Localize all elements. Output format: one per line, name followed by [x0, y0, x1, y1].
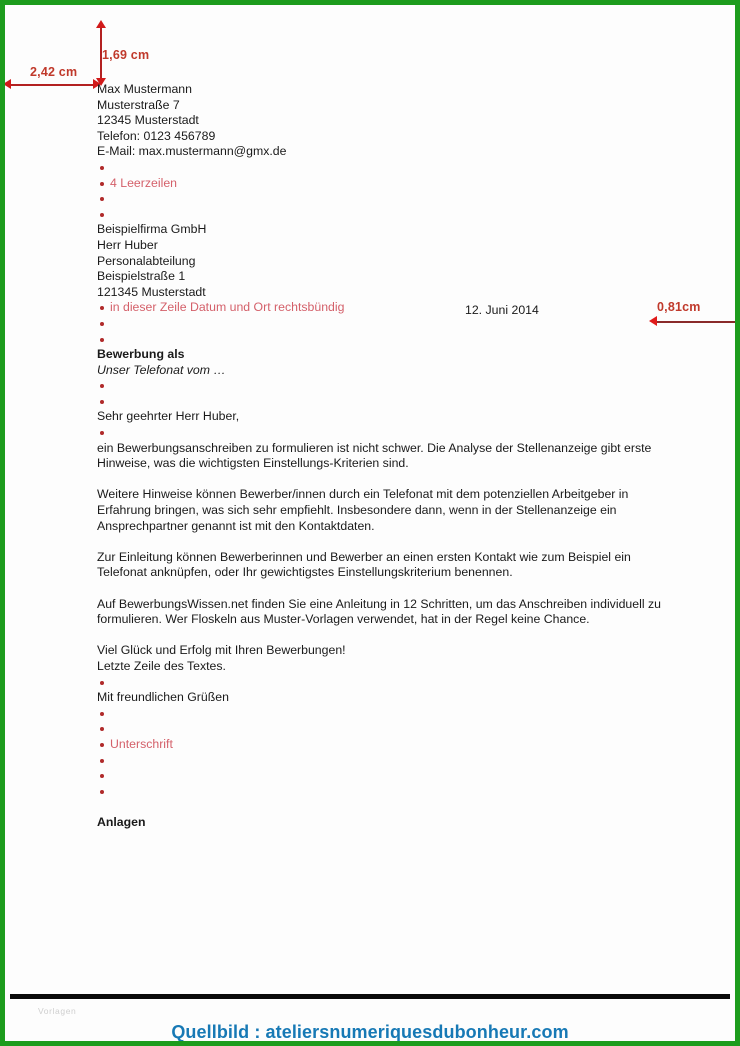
recipient-line: Beispielstraße 1: [97, 269, 186, 284]
left-margin-arrow-icon: [11, 84, 93, 86]
letter-greeting: Mit freundlichen Grüßen: [97, 690, 229, 705]
recipient-block: [97, 222, 677, 300]
paragraph-mark-row: [97, 675, 677, 691]
paragraph-mark-row: [97, 425, 677, 441]
paragraph-mark-icon: [100, 213, 104, 217]
paragraph-mark-row: [97, 378, 677, 394]
paragraph-mark-icon: [100, 431, 104, 435]
letter-paragraph: ein Bewerbungsanschreiben zu formulieren ist nicht schwer. Die Analyse der Stellenanzeige gibt erste Hinweise, was die wichtigsten Einstellungs-Kriterien sind.: [97, 440, 652, 471]
letter-reference: Unser Telefonat vom …: [97, 362, 226, 377]
letter-paragraph: Weitere Hinweise können Bewerber/innen durch ein Telefonat mit dem potenziellen Arbeitgeber in Erfahrung bringen, was sich sehr empfiehlt. Insbesondere dann, wenn in der Stellenanzeige ein Ansprechpartner genannt ist mit den Kontaktdaten.: [97, 487, 629, 533]
sender-line: Max Mustermann: [97, 82, 192, 96]
top-margin-label: 1,69 cm: [102, 48, 150, 62]
sender-line: 12345 Musterstadt: [97, 113, 199, 128]
date-note: in dieser Zeile Datum und Ort rechtsbündig: [110, 300, 345, 315]
footer-watermark: Vorlagen: [38, 1006, 77, 1016]
right-margin-label: 0,81cm: [657, 300, 701, 314]
paragraph-mark-row: [97, 160, 677, 176]
date-note-row: [97, 300, 677, 316]
paragraph-mark-row: [97, 394, 677, 410]
paragraph-mark-icon: [100, 322, 104, 326]
letter-subject: Bewerbung als: [97, 347, 185, 362]
paragraph-mark-row: [97, 753, 677, 769]
paragraph-mark-row: [97, 316, 677, 332]
paragraph-mark-icon: [100, 384, 104, 388]
paragraph-mark-icon: [100, 166, 104, 170]
recipient-line: Personalabteilung: [97, 253, 196, 268]
paragraph-mark-icon: [100, 306, 104, 310]
paragraph-mark-icon: [100, 759, 104, 763]
letter-paragraph: Zur Einleitung können Bewerberinnen und Bewerber an einen ersten Kontakt wie zum Beispiel ein Telefonat anknüpfen, oder Ihr gewichtigstes Einstellungskriterium benennen.: [97, 549, 631, 580]
paragraph-mark-row: [97, 784, 677, 800]
letter-attachments: Anlagen: [97, 814, 146, 829]
letter-closing-line: Viel Glück und Erfolg mit Ihren Bewerbungen!: [97, 643, 346, 658]
letter-salutation: Sehr geehrter Herr Huber,: [97, 409, 240, 424]
paragraph-mark-icon: [100, 197, 104, 201]
blank-lines-note-row: [97, 176, 677, 192]
recipient-line: 121345 Musterstadt: [97, 284, 206, 299]
blank-lines-note: 4 Leerzeilen: [110, 175, 177, 190]
paragraph-mark-icon: [100, 400, 104, 404]
paragraph-mark-icon: [100, 743, 104, 747]
sender-line: Telefon: 0123 456789: [97, 128, 216, 143]
letter-body: [97, 82, 677, 831]
letter-paragraph: Auf BewerbungsWissen.net finden Sie eine Anleitung in 12 Schritten, um das Anschreiben individuell zu formulieren. Wer Floskeln aus Muster-Vorlagen verwendet, hat in der Regel keine Chance.: [97, 596, 661, 627]
source-caption: Quellbild : ateliersnumeriquesdubonheur.com: [171, 1022, 569, 1042]
paragraph-mark-row: [97, 768, 677, 784]
paragraph-mark-row: [97, 332, 677, 348]
sender-block: [97, 82, 677, 160]
signature-note: Unterschrift: [110, 736, 173, 751]
letter-closing-line: Letzte Zeile des Textes.: [97, 658, 226, 673]
paragraph-mark-row: [97, 191, 677, 207]
sender-line: Musterstraße 7: [97, 97, 180, 112]
paragraph-mark-row: [97, 207, 677, 223]
paragraph-mark-icon: [100, 790, 104, 794]
signature-note-row: [97, 737, 677, 753]
recipient-line: Beispielfirma GmbH: [97, 222, 207, 237]
paragraph-mark-icon: [100, 681, 104, 685]
paragraph-mark-icon: [100, 727, 104, 731]
left-margin-label: 2,42 cm: [30, 65, 78, 79]
recipient-line: Herr Huber: [97, 237, 158, 252]
paragraph-mark-row: [97, 706, 677, 722]
letter-date: 12. Juni 2014: [465, 303, 539, 317]
footer-divider: [10, 994, 730, 999]
paragraph-mark-icon: [100, 774, 104, 778]
paragraph-mark-icon: [100, 338, 104, 342]
spacer: [97, 799, 677, 815]
paragraph-mark-icon: [100, 182, 104, 186]
sender-line: E-Mail: max.mustermann@gmx.de: [97, 144, 287, 159]
paragraph-mark-icon: [100, 712, 104, 716]
paragraph-mark-row: [97, 721, 677, 737]
